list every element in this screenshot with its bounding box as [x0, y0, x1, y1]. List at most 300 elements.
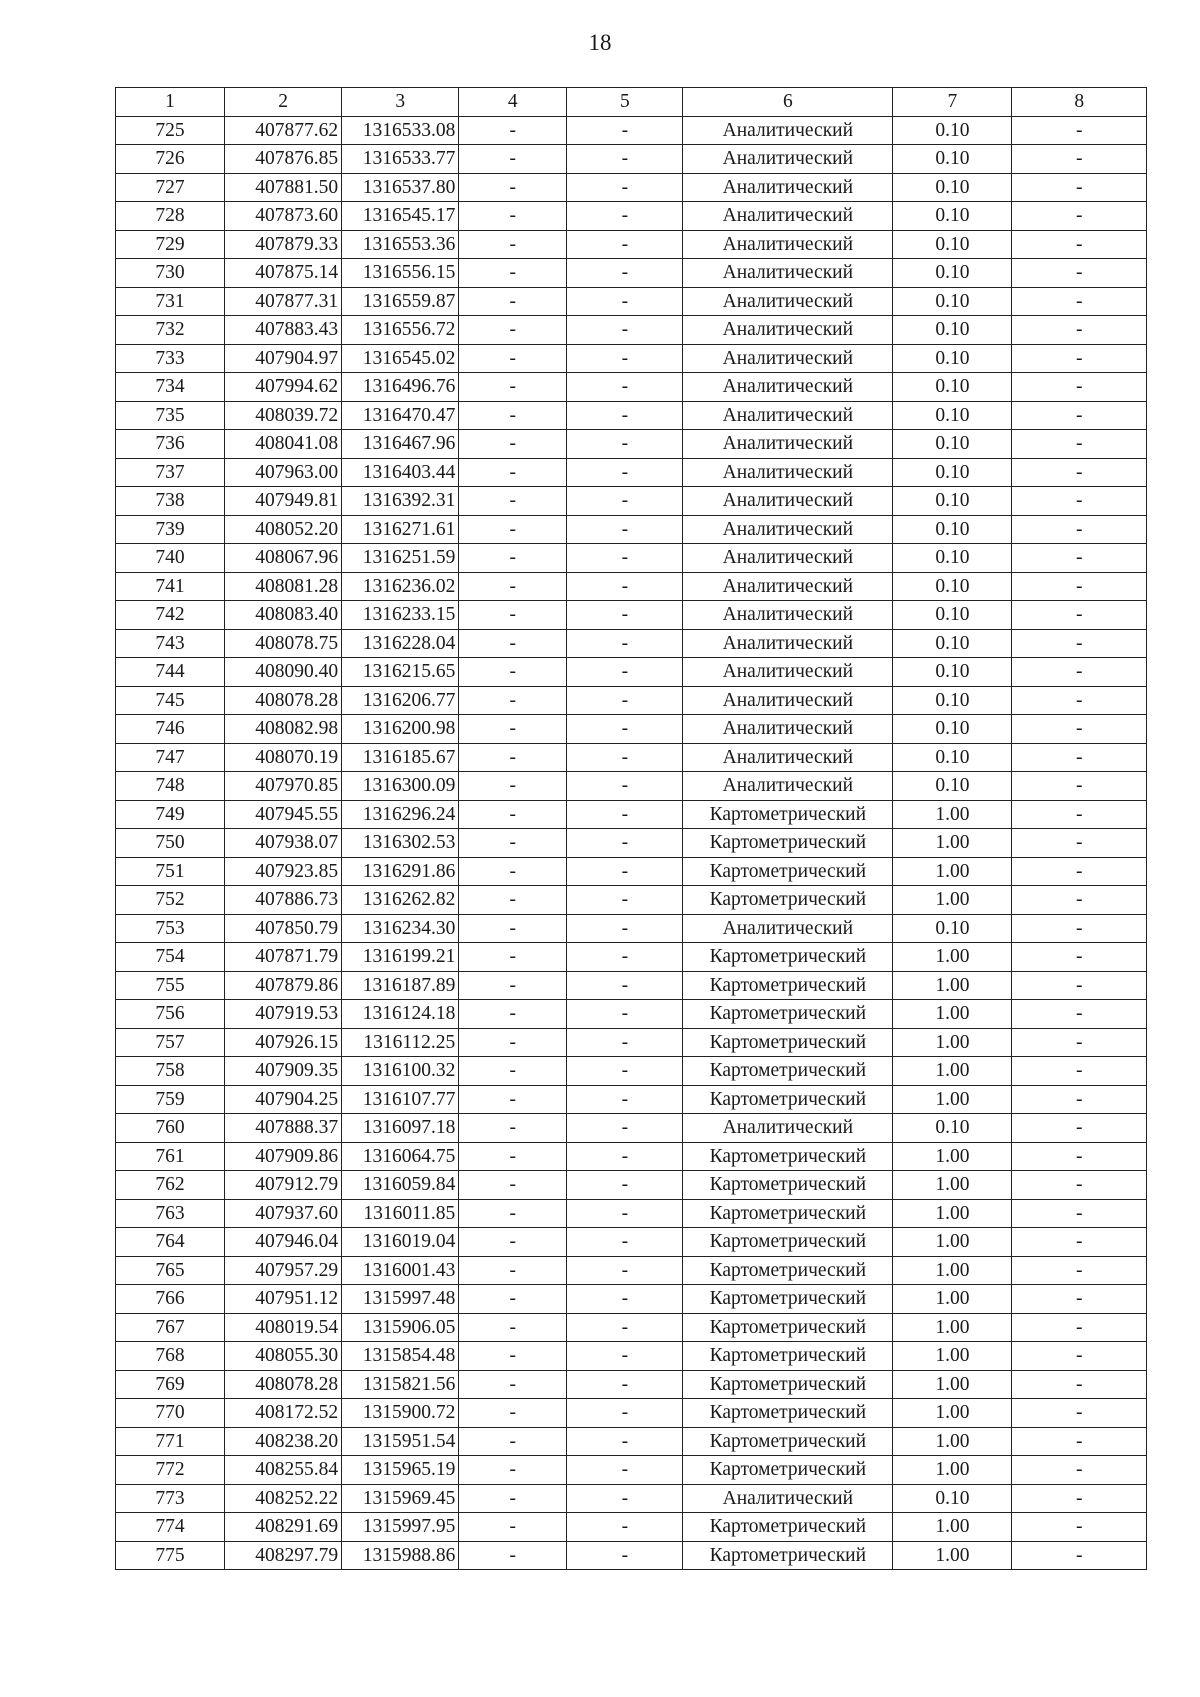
table-cell: - — [1012, 1085, 1147, 1114]
table-cell: Аналитический — [683, 515, 893, 544]
table-row — [116, 1256, 1147, 1285]
table-cell: - — [567, 601, 683, 630]
table-body — [116, 116, 1147, 1570]
table-cell: - — [459, 1256, 567, 1285]
table-cell: - — [567, 458, 683, 487]
table-row — [116, 1370, 1147, 1399]
table-cell: 408172.52 — [225, 1399, 342, 1428]
table-cell: - — [1012, 544, 1147, 573]
table-cell: 407886.73 — [225, 886, 342, 915]
table-cell: - — [1012, 487, 1147, 516]
table-cell: 773 — [116, 1484, 225, 1513]
table-cell: - — [1012, 886, 1147, 915]
table-row — [116, 515, 1147, 544]
table-cell: - — [1012, 743, 1147, 772]
table-cell: 1316300.09 — [342, 772, 459, 801]
table-cell: 408082.98 — [225, 715, 342, 744]
table-cell: 762 — [116, 1171, 225, 1200]
table-cell: 741 — [116, 572, 225, 601]
table-cell: 742 — [116, 601, 225, 630]
header-row — [116, 88, 1147, 117]
table-cell: 1.00 — [893, 1313, 1012, 1342]
table-cell: 1.00 — [893, 943, 1012, 972]
table-cell: - — [459, 572, 567, 601]
table-cell: - — [1012, 173, 1147, 202]
table-cell: - — [1012, 1256, 1147, 1285]
table-cell: 767 — [116, 1313, 225, 1342]
table-row — [116, 1513, 1147, 1542]
table-cell: 1315969.45 — [342, 1484, 459, 1513]
table-cell: 1316403.44 — [342, 458, 459, 487]
column-header: 1 — [116, 88, 225, 117]
table-cell: 0.10 — [893, 145, 1012, 174]
table-cell: 761 — [116, 1142, 225, 1171]
table-cell: - — [1012, 1342, 1147, 1371]
table-cell: - — [567, 715, 683, 744]
table-cell: 407946.04 — [225, 1228, 342, 1257]
table-cell: Картометрический — [683, 943, 893, 972]
table-cell: - — [1012, 829, 1147, 858]
table-cell: - — [567, 145, 683, 174]
table-cell: - — [567, 1541, 683, 1570]
table-cell: - — [459, 1313, 567, 1342]
table-cell: - — [1012, 715, 1147, 744]
table-cell: - — [1012, 1028, 1147, 1057]
table-cell: 0.10 — [893, 373, 1012, 402]
table-row — [116, 202, 1147, 231]
table-cell: 1.00 — [893, 1342, 1012, 1371]
table-cell: 758 — [116, 1057, 225, 1086]
table-cell: - — [459, 686, 567, 715]
table-cell: Аналитический — [683, 116, 893, 145]
table-cell: 740 — [116, 544, 225, 573]
table-cell: 1.00 — [893, 829, 1012, 858]
table-cell: 736 — [116, 430, 225, 459]
table-cell: 1316236.02 — [342, 572, 459, 601]
table-cell: 407879.33 — [225, 230, 342, 259]
table-cell: 0.10 — [893, 430, 1012, 459]
table-cell: Картометрический — [683, 1028, 893, 1057]
table-cell: 760 — [116, 1114, 225, 1143]
table-cell: 1.00 — [893, 1427, 1012, 1456]
table-cell: 0.10 — [893, 287, 1012, 316]
table-cell: - — [459, 401, 567, 430]
table-cell: - — [459, 715, 567, 744]
table-cell: Картометрический — [683, 1228, 893, 1257]
table-cell: - — [1012, 914, 1147, 943]
table-cell: Картометрический — [683, 1456, 893, 1485]
table-cell: Картометрический — [683, 1541, 893, 1570]
table-cell: 0.10 — [893, 230, 1012, 259]
table-cell: - — [1012, 857, 1147, 886]
table-header — [116, 88, 1147, 117]
table-cell: 1316559.87 — [342, 287, 459, 316]
table-cell: 771 — [116, 1427, 225, 1456]
table-cell: - — [567, 829, 683, 858]
table-cell: - — [567, 800, 683, 829]
table-row — [116, 629, 1147, 658]
table-cell: 0.10 — [893, 401, 1012, 430]
table-row — [116, 829, 1147, 858]
table-cell: - — [567, 1000, 683, 1029]
column-header: 3 — [342, 88, 459, 117]
table-row — [116, 173, 1147, 202]
table-cell: 1.00 — [893, 1370, 1012, 1399]
table-cell: 0.10 — [893, 116, 1012, 145]
table-cell: Картометрический — [683, 1370, 893, 1399]
table-cell: 1316296.24 — [342, 800, 459, 829]
table-cell: 408255.84 — [225, 1456, 342, 1485]
table-cell: - — [567, 230, 683, 259]
table-cell: - — [567, 259, 683, 288]
table-cell: 737 — [116, 458, 225, 487]
table-cell: - — [567, 1171, 683, 1200]
table-cell: - — [459, 1541, 567, 1570]
table-cell: - — [567, 202, 683, 231]
table-cell: 757 — [116, 1028, 225, 1057]
table-cell: - — [1012, 515, 1147, 544]
table-cell: 1.00 — [893, 886, 1012, 915]
table-row — [116, 116, 1147, 145]
table-cell: - — [459, 1000, 567, 1029]
table-cell: - — [567, 1370, 683, 1399]
table-cell: - — [1012, 1370, 1147, 1399]
table-cell: - — [459, 430, 567, 459]
table-cell: - — [459, 173, 567, 202]
table-cell: 0.10 — [893, 344, 1012, 373]
table-cell: 768 — [116, 1342, 225, 1371]
table-cell: - — [567, 1028, 683, 1057]
table-cell: 1316200.98 — [342, 715, 459, 744]
table-cell: 1316228.04 — [342, 629, 459, 658]
table-cell: Аналитический — [683, 430, 893, 459]
table-row — [116, 658, 1147, 687]
table-cell: - — [567, 430, 683, 459]
table-cell: 1.00 — [893, 1000, 1012, 1029]
table-cell: 1315906.05 — [342, 1313, 459, 1342]
table-row — [116, 914, 1147, 943]
table-row — [116, 1342, 1147, 1371]
table-cell: - — [1012, 1285, 1147, 1314]
table-cell: - — [567, 1199, 683, 1228]
table-cell: 1316124.18 — [342, 1000, 459, 1029]
table-cell: 774 — [116, 1513, 225, 1542]
table-cell: 1316206.77 — [342, 686, 459, 715]
table-cell: Картометрический — [683, 1000, 893, 1029]
table-cell: - — [1012, 1000, 1147, 1029]
table-cell: - — [567, 1142, 683, 1171]
table-cell: 407879.86 — [225, 971, 342, 1000]
table-cell: - — [567, 971, 683, 1000]
table-row — [116, 857, 1147, 886]
table-cell: 0.10 — [893, 202, 1012, 231]
table-cell: 775 — [116, 1541, 225, 1570]
table-cell: - — [459, 1199, 567, 1228]
table-cell: 735 — [116, 401, 225, 430]
table-cell: 407873.60 — [225, 202, 342, 231]
table-row — [116, 1399, 1147, 1428]
table-cell: 0.10 — [893, 658, 1012, 687]
table-cell: - — [459, 202, 567, 231]
table-cell: - — [459, 287, 567, 316]
table-cell: 1.00 — [893, 971, 1012, 1000]
table-cell: - — [1012, 430, 1147, 459]
table-cell: 0.10 — [893, 458, 1012, 487]
table-cell: 0.10 — [893, 259, 1012, 288]
table-cell: 732 — [116, 316, 225, 345]
column-header: 4 — [459, 88, 567, 117]
table-cell: 1316107.77 — [342, 1085, 459, 1114]
table-cell: 1315900.72 — [342, 1399, 459, 1428]
table-cell: Аналитический — [683, 572, 893, 601]
table-cell: - — [1012, 202, 1147, 231]
table-row — [116, 800, 1147, 829]
table-cell: - — [567, 772, 683, 801]
table-cell: 1316302.53 — [342, 829, 459, 858]
table-cell: 1.00 — [893, 1399, 1012, 1428]
table-cell: - — [459, 914, 567, 943]
table-cell: 1316545.17 — [342, 202, 459, 231]
table-cell: - — [1012, 1057, 1147, 1086]
table-cell: - — [567, 572, 683, 601]
table-cell: Картометрический — [683, 886, 893, 915]
table-cell: - — [459, 515, 567, 544]
table-cell: Аналитический — [683, 373, 893, 402]
table-cell: - — [459, 1370, 567, 1399]
table-cell: 1.00 — [893, 1285, 1012, 1314]
table-row — [116, 1057, 1147, 1086]
table-cell: 745 — [116, 686, 225, 715]
table-cell: 407970.85 — [225, 772, 342, 801]
table-cell: 764 — [116, 1228, 225, 1257]
table-cell: Аналитический — [683, 658, 893, 687]
table-cell: 1316537.80 — [342, 173, 459, 202]
table-cell: 759 — [116, 1085, 225, 1114]
table-cell: 766 — [116, 1285, 225, 1314]
table-cell: 1316271.61 — [342, 515, 459, 544]
table-cell: 753 — [116, 914, 225, 943]
table-cell: - — [1012, 1513, 1147, 1542]
table-cell: Картометрический — [683, 829, 893, 858]
table-cell: - — [567, 515, 683, 544]
table-cell: - — [1012, 971, 1147, 1000]
table-row — [116, 1028, 1147, 1057]
table-cell: 1.00 — [893, 1456, 1012, 1485]
table-cell: - — [567, 1057, 683, 1086]
table-cell: - — [459, 1456, 567, 1485]
table-cell: Аналитический — [683, 914, 893, 943]
table-cell: Картометрический — [683, 800, 893, 829]
table-cell: - — [459, 1484, 567, 1513]
table-cell: 1.00 — [893, 1513, 1012, 1542]
table-cell: Аналитический — [683, 344, 893, 373]
table-cell: 407883.43 — [225, 316, 342, 345]
table-cell: Картометрический — [683, 1313, 893, 1342]
table-cell: - — [567, 743, 683, 772]
table-row — [116, 1313, 1147, 1342]
table-row — [116, 1114, 1147, 1143]
table-cell: - — [567, 686, 683, 715]
table-cell: 1316234.30 — [342, 914, 459, 943]
table-cell: - — [1012, 401, 1147, 430]
table-row — [116, 230, 1147, 259]
table-cell: - — [459, 458, 567, 487]
table-cell: - — [459, 344, 567, 373]
table-cell: - — [567, 316, 683, 345]
column-header: 7 — [893, 88, 1012, 117]
table-cell: - — [459, 943, 567, 972]
table-cell: 744 — [116, 658, 225, 687]
table-cell: - — [1012, 686, 1147, 715]
table-cell: 747 — [116, 743, 225, 772]
table-cell: 1.00 — [893, 1228, 1012, 1257]
table-cell: - — [567, 1256, 683, 1285]
table-cell: - — [567, 1399, 683, 1428]
table-cell: 1316556.72 — [342, 316, 459, 345]
table-cell: 407871.79 — [225, 943, 342, 972]
table-cell: Картометрический — [683, 857, 893, 886]
table-cell: - — [459, 1285, 567, 1314]
table-cell: - — [459, 743, 567, 772]
table-row — [116, 145, 1147, 174]
table-cell: 748 — [116, 772, 225, 801]
table-cell: 0.10 — [893, 715, 1012, 744]
table-cell: Аналитический — [683, 544, 893, 573]
table-cell: - — [1012, 943, 1147, 972]
table-cell: 733 — [116, 344, 225, 373]
table-cell: - — [459, 601, 567, 630]
table-cell: 407876.85 — [225, 145, 342, 174]
table-cell: 1316233.15 — [342, 601, 459, 630]
table-cell: 0.10 — [893, 173, 1012, 202]
table-cell: 1316001.43 — [342, 1256, 459, 1285]
table-cell: Аналитический — [683, 145, 893, 174]
table-row — [116, 1228, 1147, 1257]
table-cell: Аналитический — [683, 629, 893, 658]
table-row — [116, 601, 1147, 630]
table-cell: 1.00 — [893, 857, 1012, 886]
table-row — [116, 1171, 1147, 1200]
table-cell: 407951.12 — [225, 1285, 342, 1314]
table-row — [116, 544, 1147, 573]
table-cell: 765 — [116, 1256, 225, 1285]
page-number: 18 — [588, 30, 612, 55]
table-cell: - — [567, 1342, 683, 1371]
table-cell: 739 — [116, 515, 225, 544]
table-cell: 752 — [116, 886, 225, 915]
table-cell: 408052.20 — [225, 515, 342, 544]
table-cell: - — [459, 1085, 567, 1114]
table-cell: 1316533.77 — [342, 145, 459, 174]
table-cell: Аналитический — [683, 287, 893, 316]
table-cell: - — [567, 914, 683, 943]
table-cell: - — [459, 1399, 567, 1428]
table-row — [116, 886, 1147, 915]
table-cell: 408252.22 — [225, 1484, 342, 1513]
table-cell: 407877.62 — [225, 116, 342, 145]
table-cell: 408078.28 — [225, 1370, 342, 1399]
column-header: 8 — [1012, 88, 1147, 117]
table-cell: 408070.19 — [225, 743, 342, 772]
table-cell: 1316470.47 — [342, 401, 459, 430]
table-cell: 1316112.25 — [342, 1028, 459, 1057]
table-cell: - — [459, 772, 567, 801]
table-cell: - — [459, 316, 567, 345]
table-cell: - — [459, 1114, 567, 1143]
table-cell: Картометрический — [683, 1285, 893, 1314]
table-cell: 1316215.65 — [342, 658, 459, 687]
table-cell: - — [567, 173, 683, 202]
table-cell: - — [567, 344, 683, 373]
table-cell: - — [459, 857, 567, 886]
column-header: 2 — [225, 88, 342, 117]
table-cell: Аналитический — [683, 487, 893, 516]
table-cell: 407994.62 — [225, 373, 342, 402]
table-cell: - — [459, 1028, 567, 1057]
table-cell: 756 — [116, 1000, 225, 1029]
table-cell: 1315854.48 — [342, 1342, 459, 1371]
table-cell: 725 — [116, 116, 225, 145]
table-cell: Картометрический — [683, 1171, 893, 1200]
table-cell: - — [459, 1427, 567, 1456]
table-cell: 1.00 — [893, 800, 1012, 829]
table-cell: 1316011.85 — [342, 1199, 459, 1228]
table-cell: - — [459, 886, 567, 915]
table-cell: 1316392.31 — [342, 487, 459, 516]
table-cell: 0.10 — [893, 316, 1012, 345]
table-cell: - — [459, 230, 567, 259]
table-cell: Аналитический — [683, 458, 893, 487]
table-cell: - — [1012, 116, 1147, 145]
table-row — [116, 401, 1147, 430]
table-cell: - — [1012, 629, 1147, 658]
table-cell: - — [1012, 259, 1147, 288]
table-cell: 407881.50 — [225, 173, 342, 202]
table-cell: - — [1012, 601, 1147, 630]
table-cell: - — [567, 373, 683, 402]
table-cell: 407875.14 — [225, 259, 342, 288]
table-cell: 0.10 — [893, 1114, 1012, 1143]
table-cell: - — [1012, 1114, 1147, 1143]
table-cell: - — [1012, 1427, 1147, 1456]
table-cell: - — [1012, 658, 1147, 687]
table-cell: - — [567, 1313, 683, 1342]
table-cell: 750 — [116, 829, 225, 858]
table-cell: 0.10 — [893, 544, 1012, 573]
table-cell: 0.10 — [893, 772, 1012, 801]
table-cell: 0.10 — [893, 629, 1012, 658]
table-cell: 408067.96 — [225, 544, 342, 573]
table-cell: Аналитический — [683, 715, 893, 744]
table-row — [116, 943, 1147, 972]
table-cell: 0.10 — [893, 686, 1012, 715]
table-cell: 1.00 — [893, 1171, 1012, 1200]
table-cell: - — [459, 800, 567, 829]
column-header: 6 — [683, 88, 893, 117]
table-cell: 0.10 — [893, 743, 1012, 772]
table-cell: 408055.30 — [225, 1342, 342, 1371]
table-cell: - — [459, 1228, 567, 1257]
table-cell: 1.00 — [893, 1142, 1012, 1171]
table-cell: 1315997.95 — [342, 1513, 459, 1542]
table-row — [116, 344, 1147, 373]
table-row — [116, 1285, 1147, 1314]
table-cell: - — [567, 1427, 683, 1456]
table-cell: - — [459, 116, 567, 145]
table-cell: 0.10 — [893, 572, 1012, 601]
table-row — [116, 1085, 1147, 1114]
table-cell: Картометрический — [683, 1256, 893, 1285]
